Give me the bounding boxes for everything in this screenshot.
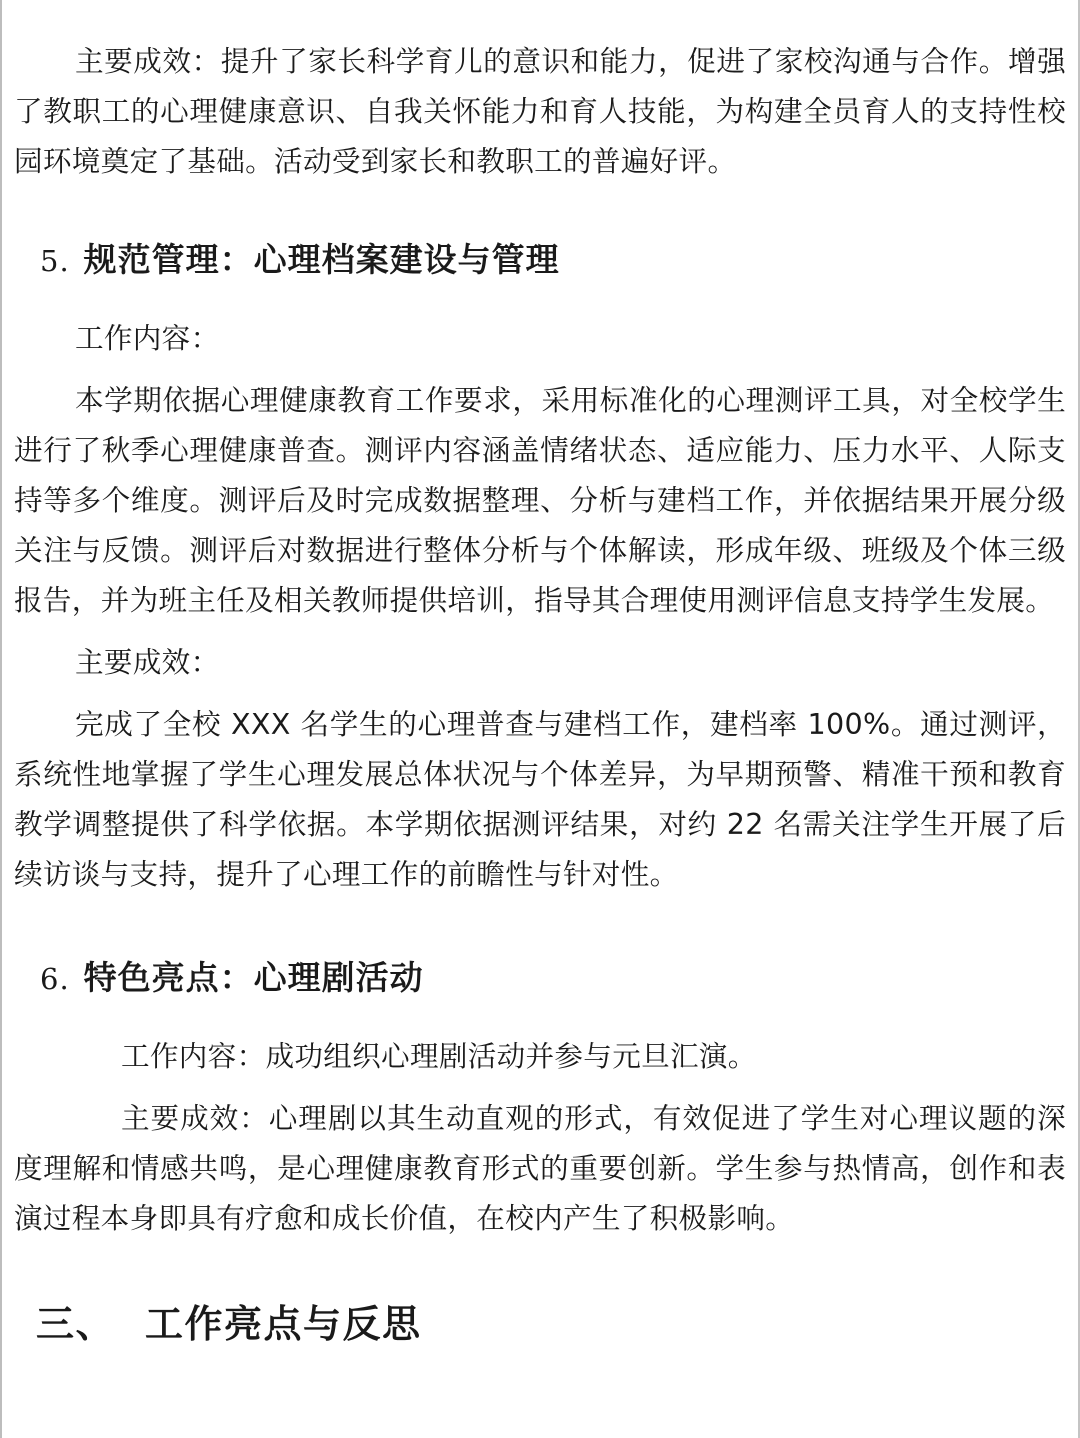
section5-work-paragraph: 本学期依据心理健康教育工作要求，采用标准化的心理测评工具，对全校学生进行了秋季心理健康普查。测评内容涵盖情绪状态、适应能力、压力水平、人际支持等多个维度。测评后及时完成数据整理、分析与建档工作，并依据结果开展分级关注与反馈。测评后对数据进行整体分析与个体解读，形成年级、班级及个体三级报告，并为班主任及相关教师提供培训，指导其合理使用测评信息支持学生发展。 xyxy=(14,383,1066,617)
section6-heading xyxy=(14,953,1066,1004)
section5-number: 5. xyxy=(40,244,70,278)
section6-title: 特色亮点：心理剧活动 xyxy=(83,958,424,997)
section5-results-label: 主要成效： xyxy=(75,645,220,679)
section4-results-paragraph: 主要成效：提升了家长科学育儿的意识和能力，促进了家校沟通与合作。增强了教职工的心理健康意识、自我关怀能力和育人技能，为构建全员育人的支持性校园环境奠定了基础。活动受到家长和教职工的普遍好评。 xyxy=(14,44,1066,178)
part3-heading xyxy=(14,1299,1066,1349)
section5-title: 规范管理：心理档案建设与管理 xyxy=(83,240,560,279)
part3-number: 三、 xyxy=(36,1302,116,1346)
section5-results-paragraph: 完成了全校 XXX 名学生的心理普查与建档工作，建档率 100%。通过测评，系统性地掌握了学生心理发展总体状况与个体差异，为早期预警、精准干预和教育教学调整提供了科学依据。本学期依据测评结果，对约 22 名需关注学生开展了后续访谈与支持，提升了心理工作的前瞻性与针对性。 xyxy=(14,707,1066,891)
part3-title: 工作亮点与反思 xyxy=(145,1302,422,1346)
section5-heading xyxy=(14,235,1066,286)
document-page xyxy=(14,36,1066,1349)
section5-work-label: 工作内容： xyxy=(75,321,220,355)
section6-number: 6. xyxy=(40,962,70,996)
page-left-edge xyxy=(0,0,2,1438)
section6-work-paragraph: 工作内容：成功组织心理剧活动并参与元旦汇演。 xyxy=(121,1039,757,1073)
section6-results-paragraph: 主要成效：心理剧以其生动直观的形式，有效促进了学生对心理议题的深度理解和情感共鸣，是心理健康教育形式的重要创新。学生参与热情高，创作和表演过程本身即具有疗愈和成长价值，在校内产生了积极影响。 xyxy=(14,1101,1066,1235)
